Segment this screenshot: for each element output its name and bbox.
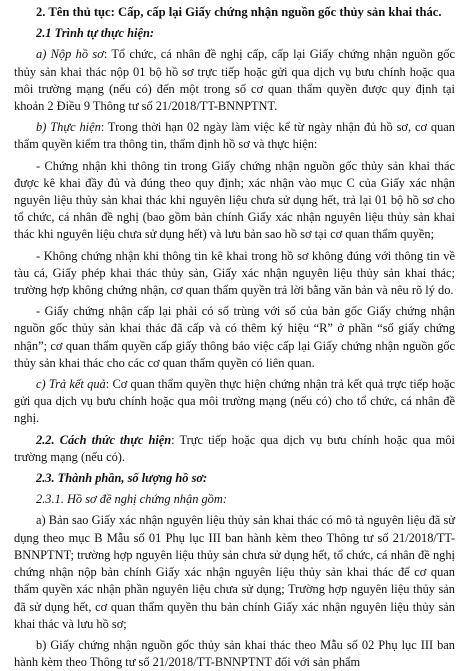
bullet-not-certify: - Không chứng nhận khi thông tin kê khai trong hồ sơ không đúng với thông tin về tàu cá, Giấy phép khai thác thủy sản, Giấy xác nhận nguyên liệu thủy sản khai thác; trường hợp không chứng nhận, cơ quan thẩm quyền trả lời bằng văn bản và nêu rõ lý do.: [14, 248, 455, 298]
section-2-1-heading: 2.1 Trình tự thực hiện:: [36, 26, 155, 41]
paragraph-method: [14, 432, 455, 466]
text-method: : Trực tiếp hoặc qua dịch vụ bưu chính hoặc qua môi trường mạng (nếu có).: [14, 432, 455, 464]
label-submit: a) Nộp hồ sơ: [36, 47, 104, 62]
text-execute: : Trong thời hạn 02 ngày làm việc kể từ ngày nhận đủ hồ sơ, cơ quan thẩm quyền kiểm tra thông tin, thẩm định hồ sơ và thực hiện:: [14, 120, 455, 152]
bullet-reissue: - Giấy chứng nhận cấp lại phải có số trùng với số của bản gốc Giấy chứng nhận nguồn gốc thủy sản khai thác đã cấp và có thêm ký hiệu “R” ở phần “số giấy chứng nhận”; cơ quan thẩm quyền cấp giấy thông báo việc cấp lại Giấy chứng nhận nguồn gốc thủy sản khai thác cho các cơ quan thẩm quyền có liên quan.: [14, 304, 455, 370]
section-2-3-heading: 2.3. Thành phần, số lượng hồ sơ:: [36, 471, 208, 486]
paragraph-dossier-a: a) Bản sao Giấy xác nhận nguyên liệu thủy sản khai thác có mô tả nguyên liệu đã sử dụng theo mục B Mẫu số 01 Phụ lục III ban hành kèm theo Thông tư số 21/2018/TT-BNNPTNT; trường hợp nguyên liệu thủy sản chưa sử dụng hết, tổ chức, cá nhân đề nghị chứng nhận nộp bản chính Giấy xác nhận nguyên liệu thủy sản khai thác để cơ quan thẩm quyền xác nhận phần nguyên liệu chưa sử dụng; Trường hợp nguyên liệu thủy sản đã sử dụng hết, cơ quan thẩm quyền thu bản chính Giấy xác nhận nguyên liệu thủy sản khai thác và lưu hồ sơ;: [14, 513, 455, 631]
section-2-2-heading: 2.2. Cách thức thực hiện: [36, 432, 172, 447]
paragraph-submit: [14, 46, 455, 115]
label-execute: b) Thực hiện: [36, 120, 101, 135]
section-2-3-1-heading: 2.3.1. Hồ sơ đề nghị chứng nhận gồm:: [36, 492, 227, 507]
paragraph-dossier-b: b) Giấy chứng nhận nguồn gốc thủy sản khai thác theo Mẫu số 02 Phụ lục III ban hành kèm theo Thông tư số 21/2018/TT-BNNPTNT đối với sản phẩm: [14, 637, 455, 670]
bullet-certify: - Chứng nhận khi thông tin trong Giấy chứng nhận nguồn gốc thủy sản khai thác được kê khai đầy đủ và đúng theo quy định; xác nhận vào mục C của Giấy xác nhận nguyên liệu thủy sản khai thác khi nguyên liệu chưa sử dụng hết, trả lại 01 bộ hồ sơ cho tổ chức, cá nhân đề nghị (bao gồm bản chính Giấy xác nhận nguyên liệu thủy sản khai thác khi nguyên liệu chưa sử dụng hết) và lưu bản sao hồ sơ tại cơ quan thẩm quyền;: [14, 158, 455, 242]
text-submit: : Tổ chức, cá nhân đề nghị cấp, cấp lại Giấy chứng nhận nguồn gốc thủy sản khai thác nộp 01 bộ hồ sơ trực tiếp hoặc gửi qua dịch vụ bưu chính hoặc qua môi trường mạng (nếu có) đến một trong số cơ quan thẩm quyền được quy định tại khoản 2 Điều 9 Thông tư số 21/2018/TT-BNNPTNT.: [14, 47, 455, 114]
paragraph-execute: [14, 119, 455, 153]
text-result: : Cơ quan thẩm quyền thực hiện chứng nhận trả kết quả trực tiếp hoặc gửi qua dịch vụ bưu chính hoặc qua môi trường mạng (nếu có) cho tổ chức, cá nhân đề nghị.: [14, 377, 455, 426]
label-result: c) Trả kết quả: [36, 377, 106, 392]
procedure-title: 2. Tên thủ tục: Cấp, cấp lại Giấy chứng nhận nguồn gốc thủy sản khai thác.: [36, 5, 442, 19]
paragraph-result: [14, 376, 455, 428]
